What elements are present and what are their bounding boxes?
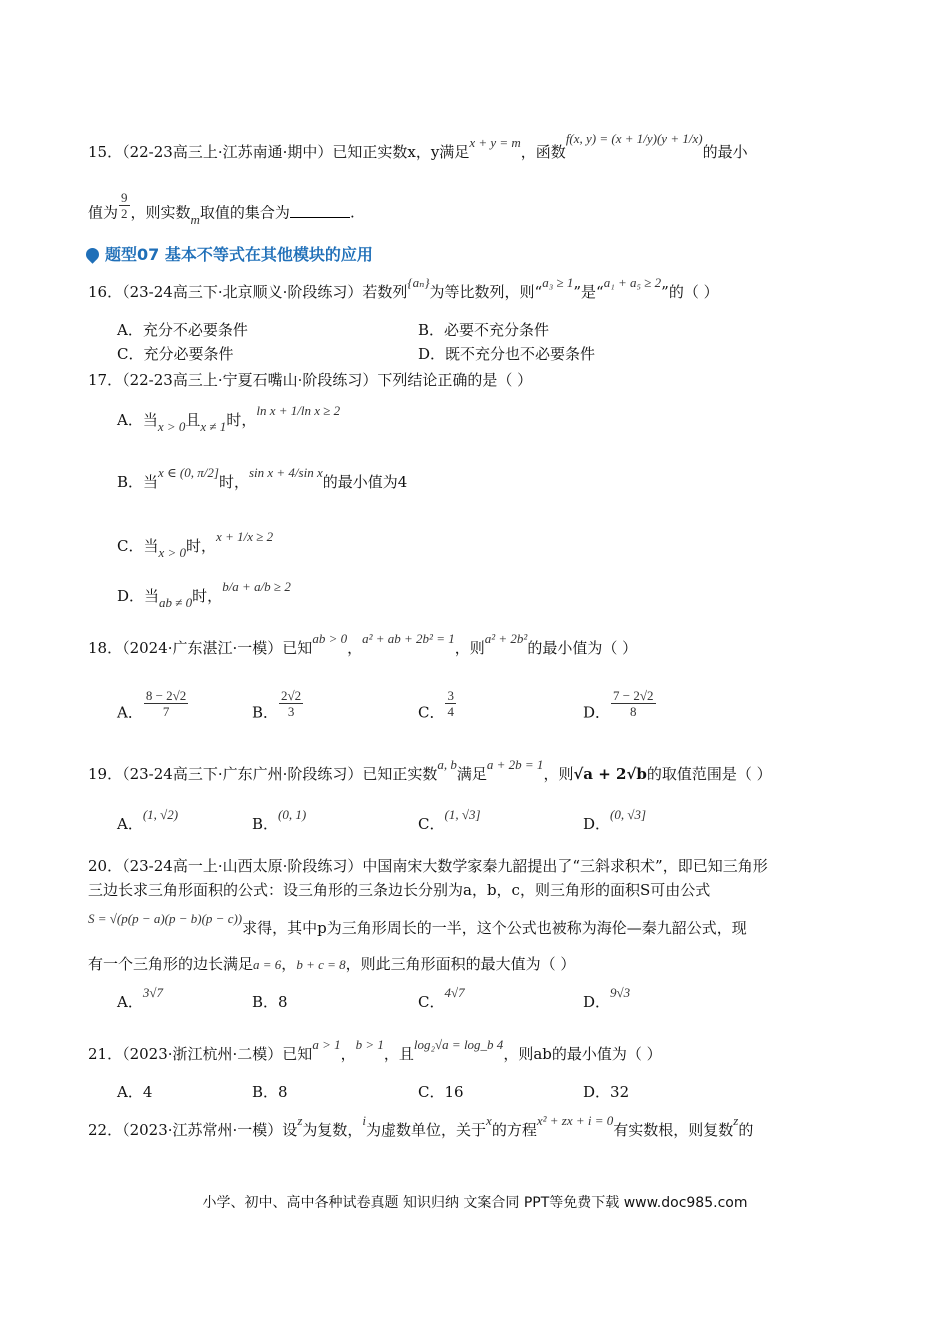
frac-num: 7 − 2√2	[613, 688, 654, 703]
q16-cond2: a₁ + a₅ ≥ 2	[603, 275, 662, 290]
opt-label: D．	[583, 703, 611, 722]
opt-text: 的最小值为4	[322, 473, 408, 491]
q21-text3: ，则ab的最小值为（ ）	[503, 1045, 662, 1063]
q20-line2: 三边长求三角形面积的公式：设三角形的三条边长分别为a，b，c，则三角形的面积S可由公式	[88, 881, 711, 899]
opt-label: A．	[117, 815, 143, 833]
opt-math: (1, √2)	[142, 807, 179, 822]
q19-cond: a + 2b = 1	[486, 757, 544, 772]
opt-label: C．	[418, 703, 445, 722]
q21-cond2: b > 1	[355, 1037, 384, 1052]
q18-text: 18．（2024·广东湛江·一模）已知	[88, 639, 313, 657]
q15-text: ，函数	[520, 143, 566, 161]
opt-math: 3√7	[142, 985, 163, 1000]
q22-text2: 为复数，	[302, 1121, 363, 1139]
q19-stem	[88, 757, 772, 785]
q22-equation: x² + zx + i = 0	[536, 1113, 614, 1128]
q20-line3	[88, 911, 747, 939]
q20-option-b[interactable]: B．8	[252, 993, 288, 1011]
frac-num: 3	[447, 688, 454, 703]
opt-label: C．	[418, 993, 445, 1011]
q15-min-value	[119, 190, 130, 221]
opt-label: A．	[117, 703, 143, 722]
q19-text3: ，则	[543, 765, 574, 783]
opt-text: 时，	[226, 411, 257, 429]
section-heading	[86, 242, 373, 265]
q21-cond3: log₂√a = log_b 4	[413, 1037, 504, 1052]
q15-text2: 值为	[88, 203, 119, 222]
q16-text4: ”的（ ）	[661, 283, 719, 301]
frac-den: 7	[162, 704, 170, 719]
q16-stem	[88, 275, 719, 303]
q19-text4: 的取值范围是（ ）	[646, 765, 772, 783]
q16-text3: ”是“	[573, 283, 604, 301]
q18-option-d[interactable]	[583, 688, 657, 729]
q22-text6: 的	[738, 1121, 754, 1139]
q16-option-a[interactable]: A．充分不必要条件	[117, 321, 248, 339]
opt-math: ln x + 1/ln x ≥ 2	[256, 403, 341, 418]
q19-text: 19．（23-24高三下·广东广州·阶段练习）已知正实数	[88, 765, 438, 783]
opt-math: x ≠ 1	[200, 419, 227, 434]
q19-expr: √a + 2√b	[573, 765, 647, 783]
q20-cond1: a = 6	[253, 957, 282, 972]
q18-text3: ，则	[454, 639, 485, 657]
opt-math: 4√7	[444, 985, 465, 1000]
q15-period: .	[349, 203, 355, 222]
q18-text2: ，	[347, 639, 363, 657]
q22-x: x	[486, 1113, 492, 1128]
opt-text: D．当	[117, 587, 160, 605]
opt-text: B．当	[117, 473, 159, 491]
q19-option-a[interactable]	[117, 807, 179, 835]
frac-num: 2√2	[281, 688, 302, 703]
q15-condition: x + y = m	[469, 135, 521, 150]
opt-math: x ∈ (0, π/2]	[158, 465, 219, 480]
q19-vars: a, b	[437, 757, 457, 772]
frac-den: 2	[121, 206, 128, 221]
q18-cond2: a² + ab + 2b² = 1	[362, 631, 455, 646]
q21-option-c[interactable]: C．16	[418, 1083, 464, 1101]
q20-option-c[interactable]	[418, 985, 465, 1013]
q17-option-b[interactable]	[117, 465, 408, 493]
q18-option-c[interactable]	[418, 688, 457, 729]
q18-stem	[88, 631, 638, 659]
q16-text: 16．（23-24高三下·北京顺义·阶段练习）若数列	[88, 283, 408, 301]
q17-option-c[interactable]	[117, 529, 274, 560]
q21-text2: ，且	[383, 1045, 414, 1063]
opt-math: (1, √3]	[444, 807, 481, 822]
opt-math: x > 0	[157, 419, 186, 434]
answer-blank[interactable]	[290, 205, 350, 218]
q16-option-c[interactable]: C．充分必要条件	[117, 345, 234, 363]
q21-stem	[88, 1037, 662, 1065]
opt-fraction	[445, 688, 456, 719]
opt-math: ab ≠ 0	[159, 595, 193, 610]
q21-text: 21．（2023·浙江杭州·二模）已知	[88, 1045, 313, 1063]
q20-text3: 求得，其中p为三角形周长的一半，这个公式也被称为海伦—秦九韶公式，现	[242, 919, 747, 937]
q22-i: i	[362, 1113, 367, 1128]
opt-math: x + 1/x ≥ 2	[216, 529, 274, 544]
q22-text3: 为虚数单位，关于	[366, 1121, 487, 1139]
q15-var-m: m	[190, 211, 200, 227]
q21-option-d[interactable]: D．32	[583, 1083, 630, 1101]
footer[interactable]: 小学、初中、高中各种试卷真题 知识归纳 文案合同 PPT等免费下载 www.doc985.com	[202, 1195, 748, 1211]
q22-z2: z	[733, 1113, 739, 1128]
opt-label: D．	[583, 815, 611, 833]
frac-den: 3	[287, 704, 295, 719]
q15-text4: 取值的集合为	[199, 203, 290, 222]
opt-math: x > 0	[158, 545, 187, 560]
opt-text: C．当	[117, 537, 159, 555]
opt-math: (0, 1)	[278, 807, 307, 822]
opt-text: 且	[185, 411, 201, 429]
q16-seq: {aₙ}	[407, 275, 430, 290]
opt-label: A．	[117, 993, 143, 1011]
q16-cond1: a₃ ≥ 1	[542, 275, 574, 290]
q18-expr: a² + 2b²	[484, 631, 528, 646]
q20-cond2: b + c = 8	[296, 957, 346, 972]
q22-z: z	[297, 1113, 303, 1128]
q18-option-b[interactable]	[252, 688, 304, 729]
q20-line4	[88, 954, 575, 975]
frac-num: 9	[121, 190, 128, 205]
q20-line1: 20．（23-24高一上·山西太原·阶段练习）中国南宋大数学家秦九韶提出了“三斜求积术”，即已知三角形	[88, 857, 768, 875]
opt-fraction	[144, 688, 188, 719]
q20-option-a[interactable]	[117, 985, 163, 1013]
opt-text: 时，	[186, 537, 217, 555]
q20-sep: ，	[281, 955, 297, 973]
q20-text4: 有一个三角形的边长满足	[88, 955, 254, 973]
q22-text: 22．（2023·江苏常州·一模）设	[88, 1121, 298, 1139]
q18-text4: 的最小值为（ ）	[527, 639, 638, 657]
q19-option-c[interactable]	[418, 807, 481, 835]
opt-text: 时，	[192, 587, 223, 605]
q16-option-b[interactable]: B．必要不充分条件	[418, 321, 550, 339]
opt-label: B．	[252, 815, 279, 833]
section-title: 题型07 基本不等式在其他模块的应用	[105, 245, 373, 264]
q22-text5: 有实数根，则复数	[613, 1121, 734, 1139]
q21-option-a[interactable]: A．4	[117, 1083, 153, 1101]
q18-option-a[interactable]	[117, 688, 189, 729]
opt-label: D．	[583, 993, 611, 1011]
q18-cond1: ab > 0	[312, 631, 348, 646]
q21-sep: ，	[340, 1045, 356, 1063]
frac-den: 8	[630, 704, 637, 719]
q15-text-end: 的最小	[702, 143, 748, 161]
q16-text2: 为等比数列，则“	[429, 283, 543, 301]
opt-text: 时，	[218, 473, 249, 491]
opt-math: sin x + 4/sin x	[248, 465, 323, 480]
q17-option-a[interactable]	[117, 403, 341, 434]
opt-text: A．当	[117, 411, 158, 429]
q15-function: f(x, y) = (x + 1/y)(y + 1/x)	[565, 131, 703, 146]
q15-stem: 15．（22-23高三上·江苏南通·期中）已知正实数x，y满足	[88, 143, 470, 161]
q19-option-d[interactable]	[583, 807, 647, 835]
frac-num: 8 − 2√2	[145, 688, 187, 703]
opt-label: C．	[418, 815, 445, 833]
opt-fraction	[611, 688, 655, 719]
q22-stem	[88, 1113, 754, 1141]
q15-line1	[88, 131, 748, 163]
q17-stem: 17．（22-23高三上·宁夏石嘴山·阶段练习）下列结论正确的是（ ）	[88, 371, 533, 389]
q22-text4: 的方程	[491, 1121, 537, 1139]
opt-fraction	[279, 688, 303, 719]
q19-option-b[interactable]	[252, 807, 307, 835]
q20-option-d[interactable]	[583, 985, 631, 1013]
q16-option-d[interactable]: D．既不充分也不必要条件	[418, 345, 596, 363]
q17-option-d[interactable]	[117, 579, 291, 610]
q21-option-b[interactable]: B．8	[252, 1083, 288, 1101]
frac-den: 4	[447, 704, 454, 719]
q20-text5: ，则此三角形面积的最大值为（ ）	[345, 955, 576, 973]
opt-label: B．	[252, 703, 279, 722]
q15-line2	[88, 190, 355, 229]
opt-math: 9√3	[610, 985, 631, 1000]
q21-cond1: a > 1	[312, 1037, 341, 1052]
q19-text2: 满足	[456, 765, 487, 783]
q15-text3: ，则实数	[130, 203, 191, 222]
location-pin-icon	[83, 245, 101, 263]
opt-math: (0, √3]	[610, 807, 647, 822]
q20-formula: S = √(p(p − a)(p − b)(p − c))	[88, 911, 243, 926]
opt-math: b/a + a/b ≥ 2	[222, 579, 291, 594]
